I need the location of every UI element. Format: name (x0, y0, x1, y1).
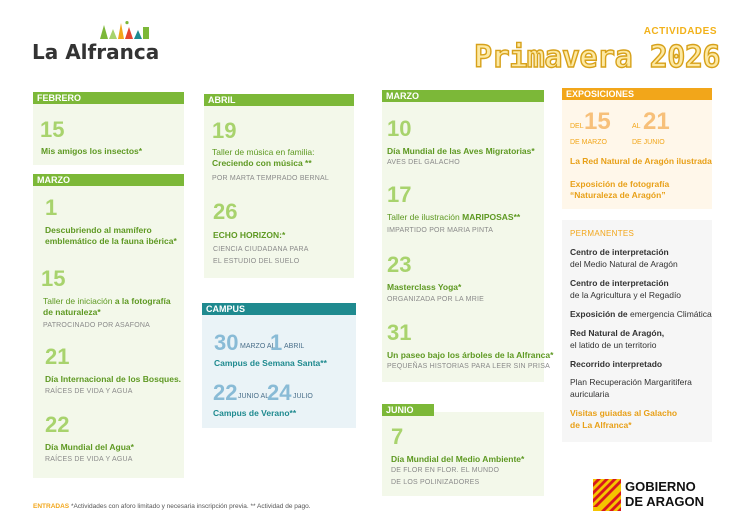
permanent-item (570, 309, 712, 320)
permanent-item-text: del Medio Natural de Aragón (570, 259, 678, 269)
event-title: de naturaleza* (43, 307, 101, 317)
campus-date-start: 22 (213, 380, 238, 405)
event-day: 1 (45, 195, 58, 220)
campus-header: CAMPUS (202, 303, 356, 315)
event-day: 23 (387, 252, 412, 277)
event-title: Día Internacional de los Bosques. (45, 374, 182, 384)
footer-label: ENTRADAS (33, 503, 70, 510)
footer-note-paid: ** Actividad de pago. (250, 503, 311, 510)
event-subtitle: CIENCIA CIUDADANA PARA (213, 246, 309, 253)
junio-header: JUNIO (382, 404, 434, 416)
event-day: 21 (45, 344, 70, 369)
event-title (43, 296, 171, 307)
event-day: 7 (391, 424, 404, 449)
permanent-item-text: de la Agricultura y el Regadío (570, 290, 682, 300)
permanent-item-title: Centro de interpretación (570, 278, 669, 288)
exhibition-end-day: 21 (643, 108, 670, 135)
event-title: Día Mundial del Agua* (45, 442, 134, 452)
government-name-line1: GOBIERNO (625, 479, 696, 494)
aragon-flag-icon (593, 479, 621, 511)
campus-date-range (214, 332, 354, 354)
event-subtitle: EL ESTUDIO DEL SUELO (213, 258, 300, 265)
event-day: 19 (212, 118, 237, 143)
permanent-item-text: el latido de un territorio (570, 340, 657, 350)
exhibition-start-day: 15 (584, 108, 611, 135)
brand-logo-marks-icon (98, 21, 158, 39)
event-subtitle: DE FLOR EN FLOR. EL MUNDO (391, 467, 500, 474)
event-subtitle: RAÍCES DE VIDA Y AGUA (45, 456, 133, 463)
event-subtitle: PATROCINADO POR ASAFONA (43, 322, 151, 329)
campus-date-start: 30 (214, 330, 239, 355)
campus-date-range (213, 382, 353, 404)
header-kicker: ACTIVIDADES (643, 26, 717, 37)
permanent-item-text: auricularia (570, 389, 610, 399)
permanent-item-title: Red Natural de Aragón, (570, 328, 665, 338)
exposiciones-header: EXPOSICIONES (562, 88, 712, 100)
brand-name: La Alfranca (32, 40, 160, 64)
event-subtitle: POR MARTA TEMPRADO BERNAL (212, 175, 330, 182)
campus-month-start: JUNIO AL (238, 393, 270, 400)
marzo-left-header: MARZO (33, 174, 184, 186)
event-title-bold: MARIPOSAS** (462, 212, 521, 222)
government-name (625, 479, 704, 509)
exhibition-to-label: AL (632, 123, 641, 130)
abril-header: ABRIL (204, 94, 354, 106)
event-subtitle: RAÍCES DE VIDA Y AGUA (45, 388, 133, 395)
permanent-item-title: Visitas guiadas al Galacho (570, 408, 678, 418)
event-title: Un paseo bajo los árboles de la Alfranca* (387, 350, 554, 360)
campus-date-end: 24 (267, 380, 292, 405)
campus-month-start: MARZO AL (240, 343, 276, 350)
permanent-item-text: Plan Recuperación Margaritifera (570, 377, 692, 387)
event-title: Masterclass Yoga* (387, 282, 462, 292)
brand-logo (32, 18, 172, 68)
event-title-pre: Taller de ilustración (387, 212, 463, 222)
exhibition-title: La Red Natural de Aragón ilustrada (570, 156, 712, 166)
event-title: Taller de música en familia: (212, 147, 315, 157)
exhibition-title: “Naturaleza de Aragón” (570, 190, 666, 200)
event-title: ECHO HORIZON:* (213, 230, 286, 240)
exhibition-from-label: DEL (570, 123, 584, 130)
event-day: 10 (387, 116, 412, 141)
government-name-line2: DE ARAGON (625, 494, 704, 509)
permanentes-header: PERMANENTES (570, 229, 635, 238)
event-day: 26 (213, 199, 238, 224)
event-day: 22 (45, 412, 70, 437)
permanent-item-title: Recorrido interpretado (570, 359, 663, 369)
event-subtitle: AVES DEL GALACHO (387, 159, 460, 166)
event-day: 17 (387, 182, 412, 207)
exhibition-start-month: DE MARZO (570, 139, 607, 146)
event-subtitle: DE LOS POLINIZADORES (391, 479, 480, 486)
event-title: Mis amigos los insectos* (41, 146, 143, 156)
government-logo (593, 478, 723, 512)
permanent-item-title: Centro de interpretación (570, 247, 669, 257)
campus-date-end: 1 (270, 330, 283, 355)
campus-title: Campus de Verano** (213, 408, 297, 418)
campus-month-end: JULIO (293, 393, 313, 400)
permanent-item-text: emergencia Climática (630, 309, 712, 319)
event-title: Día Mundial de las Aves Migratorias* (387, 146, 535, 156)
event-title: Creciendo con música ** (212, 158, 312, 168)
permanent-item-title: Exposición de (570, 309, 630, 319)
event-title: emblemático de la fauna ibérica* (45, 236, 177, 246)
exhibition-end-month: DE JUNIO (632, 139, 665, 146)
campus-month-end: ABRIL (284, 343, 305, 350)
event-subtitle: PEQUEÑAS HISTORIAS PARA LEER SIN PRISA (387, 363, 550, 370)
page-title: Primavera 2026 (474, 40, 720, 75)
event-title-bold: a la fotografía (114, 296, 171, 306)
event-title-pre: Taller de iniciación (43, 296, 115, 306)
event-title (387, 212, 520, 223)
footer-note (33, 503, 311, 510)
event-subtitle: IMPARTIDO POR MARIA PINTA (387, 227, 494, 234)
marzo-right-header: MARZO (382, 90, 544, 102)
event-day: 15 (40, 117, 65, 142)
exhibition-title: Exposición de fotografía (570, 179, 670, 189)
permanent-item-title: de La Alfranca* (570, 420, 632, 430)
event-title: Día Mundial del Medio Ambiente* (391, 454, 525, 464)
campus-title: Campus de Semana Santa** (214, 358, 327, 368)
event-day: 31 (387, 320, 412, 345)
footer-note-limited: *Actividades con aforo limitado y necesaria inscripción previa. (70, 503, 249, 510)
febrero-header: FEBRERO (33, 92, 184, 104)
event-subtitle: ORGANIZADA POR LA MRIE (387, 296, 484, 303)
event-title: Descubriendo al mamífero (45, 225, 152, 235)
event-day: 15 (41, 266, 66, 291)
